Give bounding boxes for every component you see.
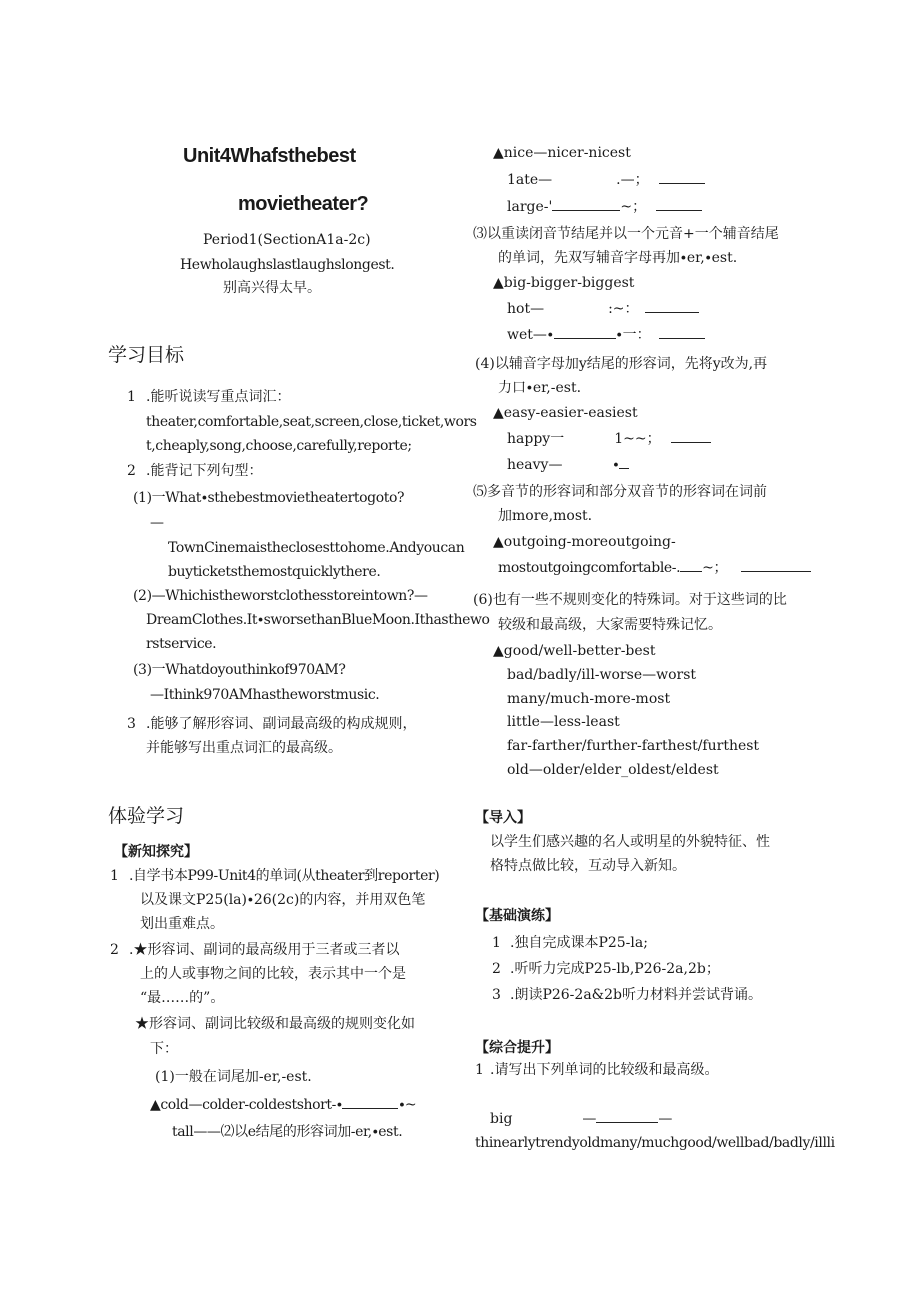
outgoing-text: mostoutgoingcomfortable-. (498, 560, 681, 576)
sentence-1-answer-a: TownCinemaistheclosesttohome.Andyoucan (168, 540, 465, 556)
exp-1-c: 划出重难点。 (140, 916, 224, 932)
rule-1-example-tail: ∙~ (398, 1097, 417, 1113)
late-mid: .—； (616, 172, 649, 188)
exercise-word-list: thinearlytrendyoldmany/muchgood/wellbad/badly/illli (475, 1135, 835, 1151)
new-knowledge-heading: 【新知探究】 (114, 844, 198, 860)
experience-heading: 体验学习 (108, 805, 185, 827)
wet-row (507, 324, 705, 345)
basic-3-number: 3 (492, 987, 501, 1003)
goal-3-text-b: 并能够写出重点词汇的最高级。 (146, 740, 342, 756)
exp-2-b: 上的人或事物之间的比较，表示其中一个是 (140, 966, 406, 982)
basic-1-number: 1 (492, 935, 501, 951)
wet-mid: ∙一： (615, 327, 651, 343)
sentence-3-b: —Ithink970AMhastheworstmusic. (150, 687, 380, 703)
answer-blank[interactable] (659, 324, 705, 339)
sentence-3-a: (3)一Whatdoyouthinkof970AM? (133, 662, 346, 678)
answer-blank[interactable] (645, 298, 699, 313)
goal-2-number: 2 (127, 463, 136, 479)
outgoing-mid: ~； (702, 560, 728, 576)
goals-heading: 学习目标 (108, 344, 185, 366)
big-exercise-row (490, 1108, 672, 1129)
intro-text-a: 以学生们感兴趣的名人或明星的外貌特征、性 (490, 834, 770, 850)
rule-1-example-a (150, 1094, 416, 1115)
comprehensive-heading: 【综合提升】 (475, 1040, 559, 1056)
basic-3: .朗读P26-2a&2b听力材料并尝试背诵。 (510, 987, 762, 1003)
hot-word: hot— (507, 301, 545, 317)
happy-mid: 1~~； (614, 431, 661, 447)
intro-text-b: 格特点做比较，互动导入新知。 (490, 858, 686, 874)
big-example: ▲big-bigger-biggest (493, 275, 635, 291)
little-example: little—less-least (507, 714, 620, 730)
happy-row (507, 428, 711, 449)
answer-blank[interactable] (671, 428, 711, 443)
hot-mid: :~： (608, 301, 639, 317)
answer-blank[interactable] (596, 1108, 658, 1123)
rule-5-b: 加more,most. (498, 508, 593, 524)
rule-1-example-b: tall——⑵以e结尾的形容词加-er,∙est. (172, 1124, 403, 1140)
answer-blank[interactable] (656, 196, 702, 211)
sentence-2-c: rstservice. (146, 636, 217, 652)
many-example: many/much-more-most (507, 691, 671, 707)
old-example: old—older/elder_oldest/eldest (507, 762, 719, 778)
exp-2-e: 下： (150, 1041, 178, 1057)
intro-heading: 【导入】 (475, 810, 531, 826)
heavy-row (507, 454, 629, 475)
comp-1: .请写出下列单词的比较级和最高级。 (490, 1062, 719, 1078)
large-row (507, 196, 702, 217)
goal-1-text: .能听说读写重点词汇： (146, 389, 291, 405)
exp-2-number: 2 (110, 942, 119, 958)
rule-1-example-text: ▲cold—colder-coldestshort-∙ (150, 1097, 343, 1113)
exp-2-d: ★形容词、副词比较级和最高级的规则变化如 (135, 1016, 415, 1032)
big-dash-1: — (582, 1111, 597, 1127)
outgoing-example-b (498, 557, 811, 578)
heavy-word: heavy— (507, 457, 563, 473)
exp-2-a: .★形容词、副词的最高级用于三者或三者以 (129, 942, 400, 958)
rule-6-b: 较级和最高级，大家需要特殊记忆。 (498, 617, 722, 633)
rule-4-a: (4)以辅音字母加y结尾的形容词，先将y改为,再 (475, 356, 768, 372)
goal-3-text-a: .能够了解形容词、副词最高级的构成规则， (146, 716, 417, 732)
nice-example: ▲nice—nicer-nicest (493, 145, 631, 161)
big-word: big (490, 1111, 513, 1127)
exp-1-a: .自学书本P99-Unit4的单词(从theater到reporter) (129, 868, 440, 884)
basic-2-number: 2 (492, 961, 501, 977)
comp-1-number: 1 (475, 1062, 484, 1078)
happy-word: happy一 (507, 431, 565, 447)
answer-blank[interactable] (342, 1094, 398, 1109)
exp-1-number: 1 (110, 868, 119, 884)
far-example: far-farther/further-farthest/furthest (507, 738, 760, 754)
rule-4-b: 力口∙er,-est. (498, 380, 582, 396)
spacer (552, 170, 616, 184)
goal-2-text: .能背记下列句型： (146, 463, 263, 479)
answer-blank[interactable] (552, 196, 620, 211)
sentence-1-dash: — (150, 515, 164, 531)
goal-1-number: 1 (127, 389, 136, 405)
sentence-2-a: (2)—Whichistheworstclothesstoreintown?— (133, 588, 428, 604)
rule-1: (1)一般在词尾加-er,-est. (155, 1069, 312, 1085)
big-dash-2: — (658, 1111, 673, 1127)
answer-blank[interactable] (680, 557, 702, 572)
title-line-1: Unit4Whafsthebest (183, 145, 356, 167)
large-word: large-' (507, 199, 553, 215)
goal-1-words-b: t,cheaply,song,choose,carefully,reporte; (146, 438, 412, 454)
basic-2: .听听力完成P25-lb,P26-2a,2b； (510, 961, 720, 977)
large-mid: ~； (620, 199, 647, 215)
bad-example: bad/badly/ill-worse—worst (507, 667, 697, 683)
rule-3-a: ⑶以重读闭音节结尾并以一个元音+一个辅音结尾 (473, 226, 779, 242)
late-word: 1ate— (507, 172, 553, 188)
answer-blank[interactable] (619, 454, 629, 469)
basic-1: .独自完成课本P25-la; (510, 935, 648, 951)
sentence-1-answer-b: buyticketsthemostquicklythere. (168, 564, 381, 580)
exp-1-b: 以及课文P25(la)∙26(2c)的内容，并用双色笔 (140, 892, 426, 908)
wet-word: wet—∙ (507, 327, 554, 343)
proverb: Hewholaughslastlaughslongest. (180, 257, 395, 273)
hot-row (507, 298, 699, 319)
answer-blank[interactable] (741, 557, 811, 572)
good-example: ▲good/well-better-best (493, 643, 656, 659)
title-line-2: movietheater? (238, 193, 369, 215)
basic-practice-heading: 【基础演练】 (475, 908, 559, 924)
exp-2-c: “最……的”。 (140, 990, 225, 1006)
easy-example: ▲easy-easier-easiest (493, 405, 638, 421)
rule-5-a: ⑸多音节的形容词和部分双音节的形容词在词前 (473, 484, 767, 500)
outgoing-example-a: ▲outgoing-moreoutgoing- (493, 534, 676, 550)
rule-6-a: (6)也有一些不规则变化的特殊词。对于这些词的比 (473, 592, 787, 608)
goal-3-number: 3 (127, 716, 136, 732)
answer-blank[interactable] (554, 324, 616, 339)
heavy-mid: ∙ (612, 457, 620, 473)
rule-3-b: 的单词，先双写辅音字母再加∙er,∙est. (498, 250, 738, 266)
answer-blank[interactable] (659, 169, 705, 184)
period-label: Period1(SectionA1a-2c) (203, 232, 371, 248)
sentence-2-b: DreamClothes.It∙sworsethanBlueMoon.Ithasthewo (146, 612, 490, 628)
late-row (507, 169, 705, 190)
sentence-1-question: (1)一What∙sthebestmovietheatertogoto? (133, 490, 405, 506)
goal-1-words-a: theater,comfortable,seat,screen,close,ticket,wors (146, 414, 477, 430)
proverb-cn: 别高兴得太早。 (223, 280, 321, 296)
